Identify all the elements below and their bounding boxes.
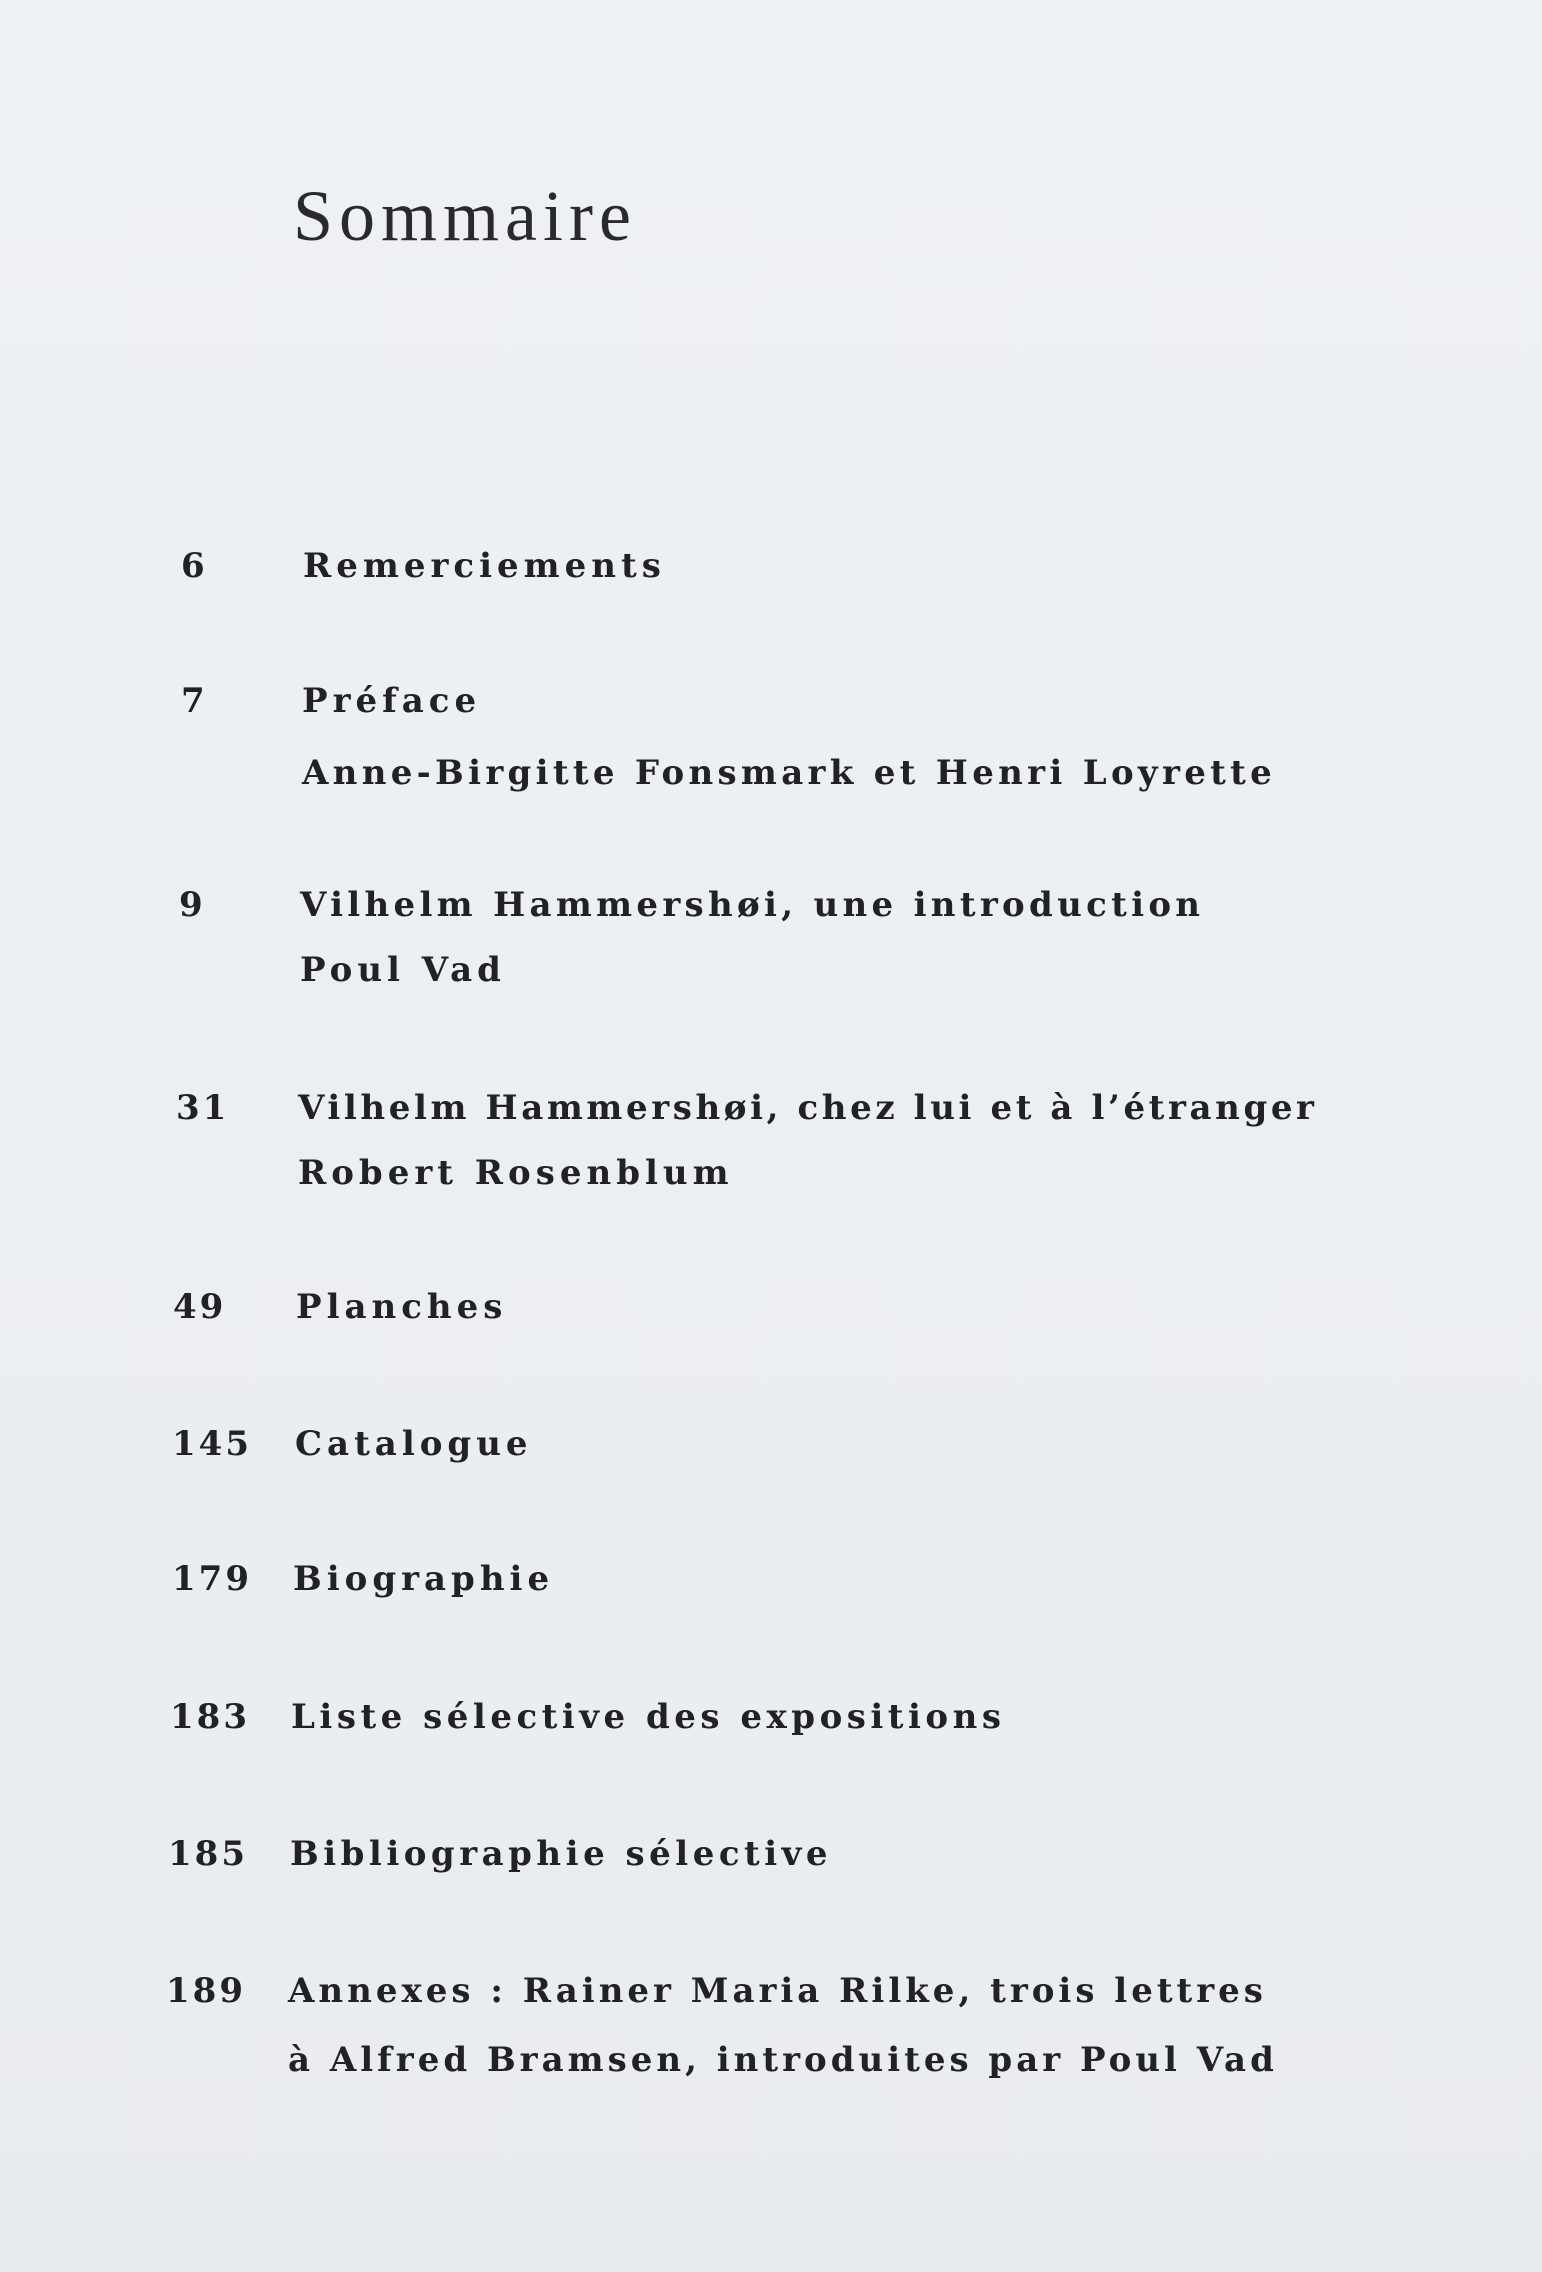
page-title: Sommaire [293,176,637,256]
toc-page-number: 179 [172,1559,252,1599]
toc-page-number: 189 [166,1971,246,2011]
toc-entry-title: Bibliographie sélective [290,1834,833,1874]
toc-entry-title: Annexes : Rainer Maria Rilke, trois lettres [288,1971,1267,2011]
toc-entry-title: Planches [296,1287,508,1327]
toc-entry-title: Vilhelm Hammershøi, chez lui et à l’étranger [298,1088,1318,1128]
toc-page-number: 185 [168,1834,248,1874]
toc-entry-title: Catalogue [295,1424,533,1464]
toc-page-number: 7 [181,681,208,721]
toc-entry-author: Anne-Birgitte Fonsmark et Henri Loyrette [302,753,1277,793]
toc-entry-title: Biographie [293,1559,555,1599]
toc-entry-author: Robert Rosenblum [298,1153,734,1193]
toc-page-number: 9 [179,885,206,925]
toc-entry-subtitle: à Alfred Bramsen, introduites par Poul Vad [288,2040,1278,2080]
toc-entry-title: Vilhelm Hammershøi, une introduction [300,885,1205,925]
toc-entry-title: Préface [302,681,482,721]
toc-page-number: 145 [172,1424,252,1464]
toc-page-number: 6 [181,546,208,586]
toc-page-number: 31 [176,1088,230,1128]
toc-entry-title: Remerciements [303,546,666,586]
toc-entry-title: Liste sélective des expositions [291,1697,1006,1737]
toc-entry-author: Poul Vad [300,950,506,990]
toc-page-number: 49 [173,1287,227,1327]
toc-page-number: 183 [170,1697,250,1737]
